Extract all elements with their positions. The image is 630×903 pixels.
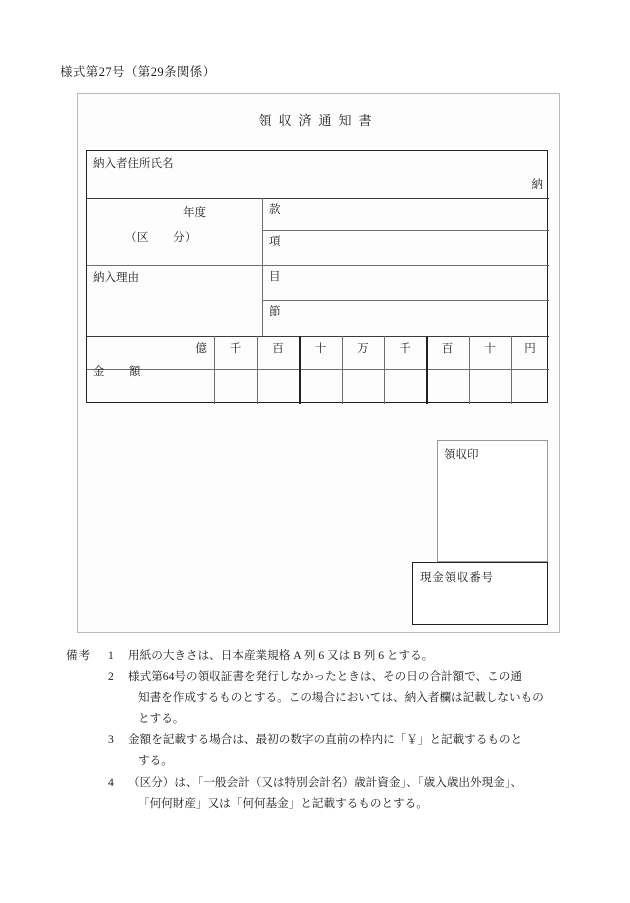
remark-number-1: 1 — [108, 649, 114, 662]
payer-name-address-cell — [87, 151, 549, 198]
remark-number-3: 3 — [108, 733, 114, 747]
amount-label-cell — [87, 336, 214, 404]
remark-text-2-line-1: 様式第64号の領収証書を発行しなかったときは、その日の合計額で、この通 — [128, 670, 522, 684]
remark-number-2: 2 — [108, 670, 114, 684]
remark-text-2-line-3: とする。 — [138, 712, 185, 726]
document-title-text: 領収済通知書 — [258, 113, 379, 128]
form-number-heading: 様式第27号（第29条関係） — [60, 65, 216, 79]
account-item-moku-label: 目 — [269, 271, 281, 283]
document-title — [77, 110, 560, 129]
amount-unit-oku: 億 — [195, 343, 207, 355]
fiscal-year-label: 年度 — [183, 207, 206, 219]
remark-number-4: 4 — [108, 775, 114, 789]
remark-text-3-line-1: 金額を記載する場合は、最初の数字の直前の枠内に「￥」と記載するものと — [128, 733, 523, 747]
amount-unit-hyaku-2: 百 — [441, 343, 454, 355]
amount-unit-cell-hyaku-2 — [426, 336, 469, 369]
account-item-kan-cell — [262, 198, 549, 230]
cash-receipt-number-label: 現金領収番号 — [420, 572, 494, 584]
receipt-stamp-box — [437, 440, 548, 562]
remark-text-1-line-1: 用紙の大きさは、日本産業規格 A 列 6 又は B 列 6 とする。 — [128, 649, 434, 662]
amount-unit-man: 万 — [357, 343, 369, 355]
division-label: （区 分） — [125, 232, 197, 244]
amount-unit-cell-juu-2 — [469, 336, 511, 369]
amount-unit-cell-sen-2 — [384, 336, 426, 369]
amount-unit-juu-2: 十 — [484, 343, 496, 355]
account-item-moku-cell — [262, 265, 549, 300]
account-item-ko-label: 項 — [269, 236, 281, 248]
payment-reason-cell — [87, 265, 262, 336]
amount-unit-cell-en — [511, 336, 549, 369]
fiscal-year-division-cell — [87, 198, 262, 265]
amount-unit-en: 円 — [524, 343, 536, 355]
cash-receipt-number-box — [412, 562, 548, 625]
amount-unit-hyaku-1: 百 — [272, 343, 284, 355]
account-item-ko-cell — [262, 230, 549, 265]
amount-unit-cell-man — [342, 336, 384, 369]
amount-unit-sen-2: 千 — [399, 343, 411, 355]
remarks-section — [66, 645, 586, 814]
amount-unit-cell-juu-1 — [299, 336, 342, 369]
receipt-stamp-label: 領収印 — [444, 449, 479, 461]
remark-item-2 — [66, 666, 586, 729]
remark-text-3-line-2: する。 — [138, 754, 173, 768]
amount-unit-cell-sen-1 — [214, 336, 257, 369]
remark-text-4-line-1: （区分）は、「一般会計（又は特別会計名）歳計資金」、「歳入歳出外現金」、 — [128, 775, 523, 789]
remarks-heading: 備考 — [66, 649, 92, 662]
remark-text-4-line-2: 「何何財産」又は「何何基金」と記載するものとする。 — [138, 796, 428, 810]
payer-row-nou-mark: 納 — [531, 179, 543, 191]
account-item-setsu-cell — [262, 300, 549, 336]
remark-item-1 — [66, 645, 586, 666]
amount-label: 金 額 — [93, 366, 141, 378]
remark-text-2-line-2: 知書を作成するものとする。この場合においては、納入者欄は記載しないもの — [138, 691, 544, 705]
account-item-kan-label: 款 — [269, 204, 281, 216]
payer-name-address-label: 納入者住所氏名 — [93, 158, 174, 170]
remark-item-3 — [66, 729, 586, 771]
amount-unit-juu-1: 十 — [314, 343, 327, 355]
account-item-setsu-label: 節 — [269, 306, 281, 318]
payment-reason-label: 納入理由 — [93, 272, 139, 284]
amount-unit-cell-hyaku-1 — [257, 336, 299, 369]
amount-unit-sen-1: 千 — [229, 343, 242, 355]
receipt-form-table — [86, 150, 548, 403]
remark-item-4 — [66, 772, 586, 814]
